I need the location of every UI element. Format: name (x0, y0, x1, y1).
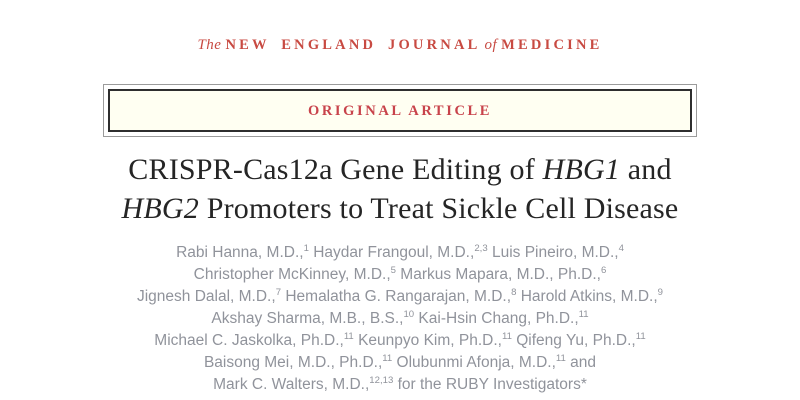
author-name: Christopher McKinney, M.D., (193, 266, 391, 283)
affiliation-superscript: 11 (501, 330, 512, 342)
title-gene-hbg2: HBG2 (121, 192, 200, 225)
author-line (0, 264, 800, 286)
article-title (0, 150, 800, 228)
original-article-box (103, 84, 697, 137)
author-name: Luis Pineiro, M.D., (487, 244, 619, 261)
affiliation-superscript: 9 (657, 286, 664, 298)
author-name: Baisong Mei, M.D., Ph.D., (203, 354, 383, 371)
affiliation-superscript: 11 (555, 352, 566, 364)
masthead-medicine: MEDICINE (501, 37, 603, 53)
author-name: Akshay Sharma, M.B., B.S., (211, 310, 404, 327)
author-name: Kai-Hsin Chang, Ph.D., (414, 310, 579, 327)
author-name: for the RUBY Investigators* (393, 376, 587, 393)
author-line (0, 330, 800, 352)
affiliation-superscript: 10 (403, 308, 415, 320)
masthead-the: The (197, 37, 222, 53)
author-line (0, 308, 800, 330)
affiliation-superscript: 1 (303, 242, 309, 254)
affiliation-superscript: 11 (635, 330, 646, 342)
masthead-journal-name: NEW ENGLAND JOURNAL (225, 37, 481, 53)
author-name: Harold Atkins, M.D., (516, 288, 658, 305)
title-gene-hbg1: HBG1 (542, 153, 621, 186)
affiliation-superscript: 7 (275, 286, 282, 298)
title-line2-text: Promoters to Treat Sickle Cell Disease (199, 192, 679, 225)
affiliation-superscript: 8 (511, 286, 517, 298)
journal-masthead (0, 0, 800, 54)
author-line (0, 352, 800, 374)
author-line (0, 242, 800, 264)
masthead-of: of (484, 37, 498, 53)
author-name: Markus Mapara, M.D., Ph.D., (395, 266, 601, 283)
affiliation-superscript: 4 (618, 242, 624, 254)
author-name: Hemalatha G. Rangarajan, M.D., (281, 288, 512, 305)
affiliation-superscript: 5 (390, 264, 396, 276)
affiliation-superscript: 11 (382, 352, 393, 364)
title-line1-end: and (620, 153, 672, 186)
author-line (0, 286, 800, 308)
title-line1-text: CRISPR-Cas12a Gene Editing of (128, 153, 543, 186)
author-name: Mark C. Walters, M.D., (213, 376, 370, 393)
affiliation-superscript: 6 (600, 264, 607, 276)
affiliation-superscript: 2,3 (474, 242, 488, 254)
author-name: Haydar Frangoul, M.D., (308, 244, 475, 261)
author-name: Jignesh Dalal, M.D., (136, 288, 276, 305)
author-name: Olubunmi Afonja, M.D., (392, 354, 556, 371)
author-name: Keunpyo Kim, Ph.D., (353, 332, 502, 349)
author-name: Rabi Hanna, M.D., (176, 244, 304, 261)
author-name: Qifeng Yu, Ph.D., (511, 332, 636, 349)
author-name: and (565, 354, 597, 371)
author-list (0, 242, 800, 396)
affiliation-superscript: 11 (343, 330, 354, 342)
author-line (0, 374, 800, 396)
author-name: Michael C. Jaskolka, Ph.D., (154, 332, 344, 349)
affiliation-superscript: 11 (578, 308, 589, 320)
original-article-box-inner (108, 89, 692, 132)
article-type-label: ORIGINAL ARTICLE (307, 103, 493, 119)
affiliation-superscript: 12,13 (369, 374, 394, 386)
